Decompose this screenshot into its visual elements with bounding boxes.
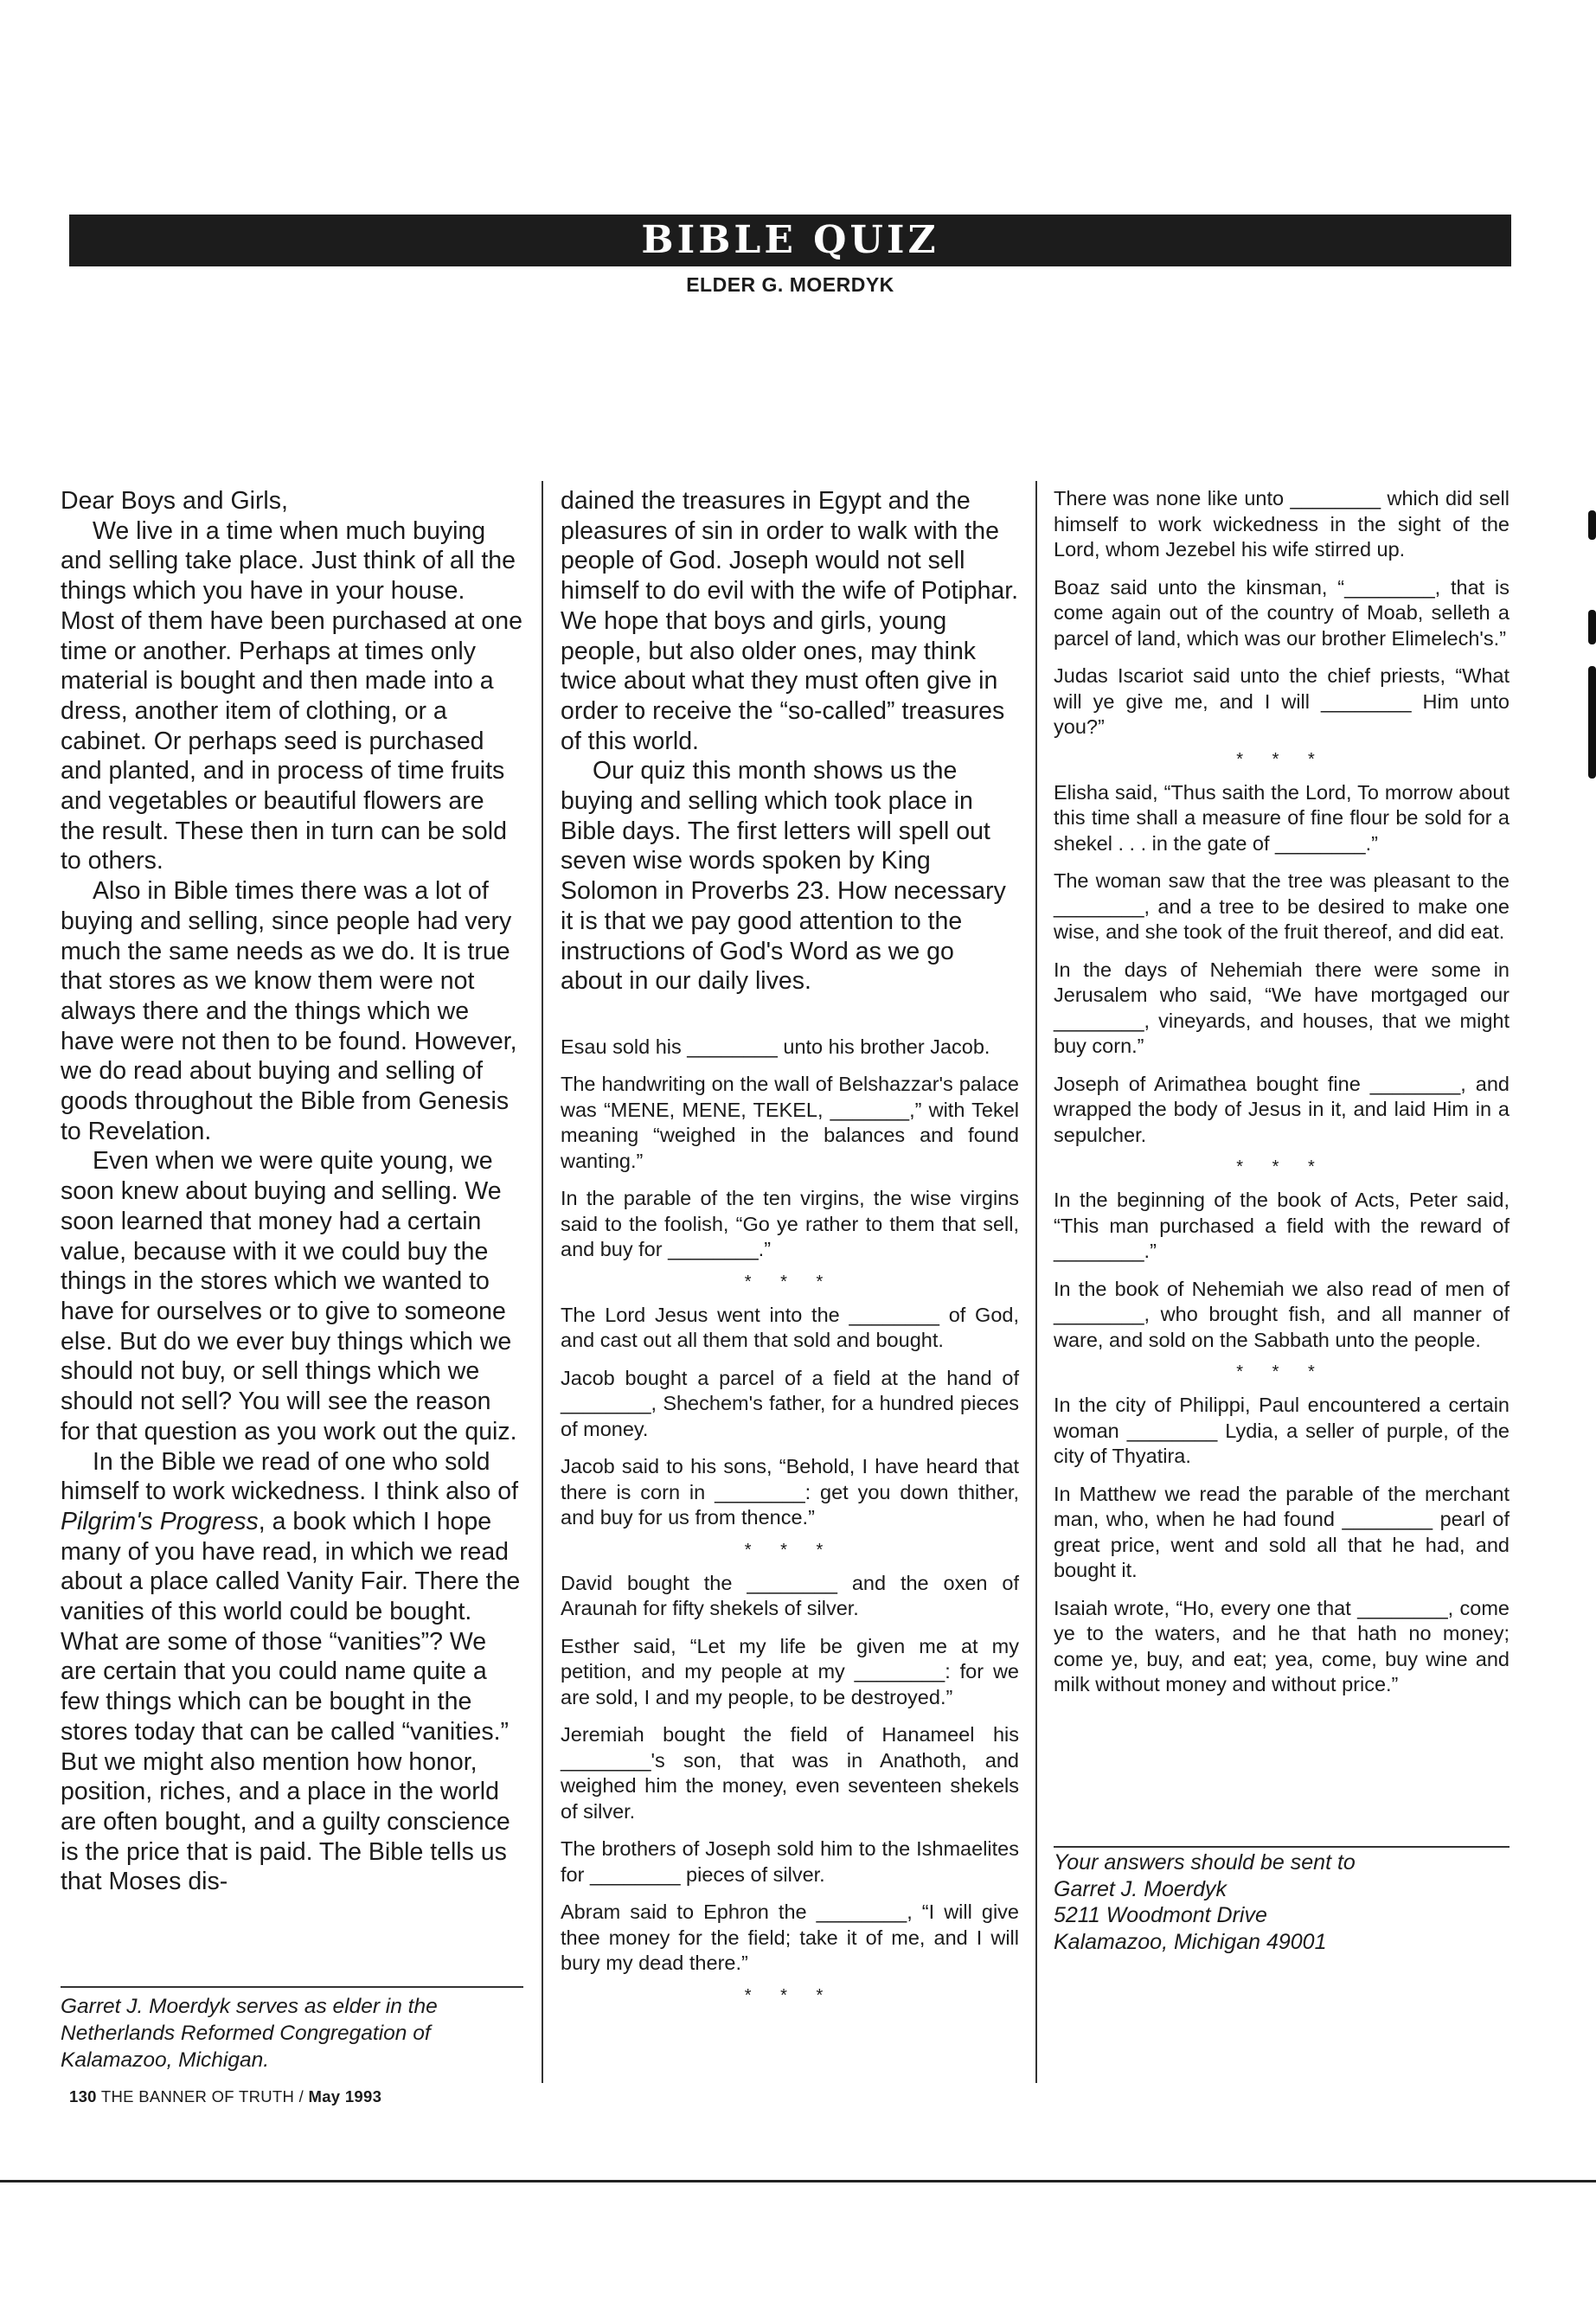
- book-title: Pilgrim's Progress: [61, 1507, 259, 1535]
- quiz-question: The handwriting on the wall of Belshazzar's palace was “MENE, MENE, TEKEL, _______,” with Tekel meaning “weighed in the balances and found wanting.”: [561, 1073, 1019, 1172]
- letter-paragraph: Our quiz this month shows us the buying and selling which took place in Bible days. The first letters will spell out seven wise words spoken by King Solomon in Proverbs 23. How necessary it is that we pay good attention to the instructions of God's Word as we go about in our daily lives.: [561, 757, 1006, 996]
- quiz-column-middle: [561, 486, 1019, 2016]
- issue-date: May 1993: [308, 2087, 382, 2106]
- quiz-question: Boaz said unto the kinsman, “________, that is come again out of the country of Moab, selleth a parcel of land, which was our brother Elimelech's.”: [1054, 575, 1509, 650]
- column-divider: [1035, 481, 1037, 2083]
- section-separator: * * *: [1236, 749, 1327, 769]
- quiz-question: David bought the ________ and the oxen of Araunah for fifty shekels of silver.: [561, 1571, 1019, 1620]
- page-folio: [69, 2087, 381, 2106]
- quiz-question: Jacob bought a parcel of a field at the hand of ________, Shechem's father, for a hundred pieces of money.: [561, 1366, 1019, 1440]
- quiz-question: Isaiah wrote, “Ho, every one that ________, come ye to the waters, and he that hath no money; come ye, buy, and eat; yea, come, buy wine and milk without money and without price.”: [1054, 1596, 1509, 1695]
- author-footnote: Garret J. Moerdyk serves as elder in the Netherlands Reformed Congregation of Kalamazoo, Michigan.: [61, 1995, 438, 2072]
- quiz-column-right: [1054, 486, 1509, 1710]
- letter-paragraph: We live in a time when much buying and selling take place. Just think of all the things which you have in your house. Most of them have been purchased at one time or another. Perhaps at times only material is bought and then made into a dress, another item of clothing, or a cabinet. Or perhaps seed is purchased and planted, and in process of time fruits and vegetables or beautiful flowers are the result. These then in turn can be sold to others.: [61, 516, 522, 875]
- letter-paragraph: Even when we were quite young, we soon knew about buying and selling. We soon learned that money had a certain value, because with it we could buy the things in the stores which we wanted to have for ourselves or to give to someone else. But do we ever buy things which we should not buy, or sell things which we should not sell? You will see the reason for that question as you work out the quiz.: [61, 1147, 517, 1445]
- quiz-question: There was none like unto ________ which did sell himself to work wickedness in the sight of the Lord, whom Jezebel his wife stirred up.: [1054, 487, 1509, 561]
- section-separator: * * *: [744, 1985, 836, 2005]
- author-byline: ELDER G. MOERDYK: [686, 273, 894, 296]
- quiz-question: In the city of Philippi, Paul encountered a certain woman ________ Lydia, a seller of purple, of the city of Thyatira.: [1054, 1394, 1509, 1467]
- quiz-question: Judas Iscariot said unto the chief priests, “What will ye give me, and I will ________ Him unto you?”: [1054, 664, 1509, 738]
- scan-mark: [1588, 510, 1596, 540]
- section-separator: * * *: [744, 1272, 836, 1292]
- quiz-question: The Lord Jesus went into the ________ of God, and cast out all them that sold and bought.: [561, 1303, 1019, 1352]
- salutation: Dear Boys and Girls,: [61, 487, 288, 515]
- answers-rule: [1054, 1846, 1509, 1848]
- scan-mark: [1588, 610, 1596, 644]
- scan-edge: [0, 2180, 1596, 2182]
- column-divider: [542, 481, 543, 2083]
- quiz-question: Joseph of Arimathea bought fine ________, and wrapped the body of Jesus in it, and laid Him in a sepulcher.: [1054, 1072, 1509, 1146]
- quiz-question: In the days of Nehemiah there were some in Jerusalem who said, “We have mortgaged our ________, vineyards, and houses, that we might buy corn.”: [1054, 958, 1509, 1057]
- letter-paragraph: Also in Bible times there was a lot of buying and selling, since people had very much the same needs as we do. It is true that stores as we know them were not always there and the things which we have were not then to be found. However, we do read about buying and selling of goods throughout the Bible from Genesis to Revelation.: [61, 877, 517, 1145]
- quiz-question-list: [1054, 486, 1509, 1698]
- page-number: 130: [69, 2087, 97, 2106]
- quiz-question-list: [561, 1035, 1019, 2006]
- section-separator: * * *: [1236, 1157, 1327, 1176]
- quiz-question: In the beginning of the book of Acts, Peter said, “This man purchased a field with the reward of ________.”: [1054, 1189, 1509, 1262]
- section-separator: * * *: [1236, 1362, 1327, 1381]
- quiz-question: The woman saw that the tree was pleasant to the ________, and a tree to be desired to make one wise, and she took of the fruit thereof, and did eat.: [1054, 869, 1509, 943]
- quiz-question: In the parable of the ten virgins, the wise virgins said to the foolish, “Go ye rather to them that sell, and buy for ________.”: [561, 1187, 1019, 1261]
- letter-paragraph: dained the treasures in Egypt and the pleasures of sin in order to walk with the people of God. Joseph would not sell himself to do evil with the wife of Potiphar. We hope that boys and girls, young people, but also older ones, may think twice about what they must often give in order to receive the “so-called” treasures of this world.: [561, 487, 1019, 755]
- letter-continuation: [561, 486, 1019, 997]
- quiz-question: Esau sold his ________ unto his brother Jacob.: [561, 1035, 990, 1058]
- section-separator: * * *: [744, 1540, 836, 1560]
- letter-paragraph: In the Bible we read of one who sold himself to work wickedness. I think also of Pilgrim's Progress, a book which I hope many of you have read, in which we read about a place called Vanity Fair. There the vanities of this world could be bought. What are some of those “vanities”? We are certain that you could name quite a few things which can be bought in the stores today that can be called “vanities.” But we might also mention how honor, position, riches, and a place in the world are often bought, and a guilty conscience is the price that is paid. The Bible tells us that Moses dis-: [61, 1447, 521, 1896]
- quiz-question: Abram said to Ephron the ________, “I will give thee money for the field; take it of me, and I will bury my dead there.”: [561, 1900, 1019, 1975]
- quiz-question: Jeremiah bought the field of Hanameel his ________'s son, that was in Anathoth, and weighed him the money, even seventeen shekels of silver.: [561, 1723, 1019, 1823]
- title-banner: [69, 215, 1511, 266]
- page-title: BIBLE QUIZ: [641, 218, 939, 262]
- magazine-name: THE BANNER OF TRUTH /: [100, 2087, 304, 2106]
- letter-column: [61, 486, 523, 1897]
- footnote-rule: [61, 1986, 523, 1988]
- quiz-question: Elisha said, “Thus saith the Lord, To morrow about this time shall a measure of fine flour be sold for a shekel . . . in the gate of ________.”: [1054, 780, 1509, 855]
- quiz-question: Esther said, “Let my life be given me at my petition, and my people at my ________: for we are sold, I and my people, to be destroyed.”: [561, 1634, 1019, 1708]
- scan-mark: [1588, 666, 1596, 779]
- quiz-question: The brothers of Joseph sold him to the Ishmaelites for ________ pieces of silver.: [561, 1837, 1019, 1886]
- answers-address: Your answers should be sent to Garret J. Moerdyk 5211 Woodmont Drive Kalamazoo, Michigan 49001: [1054, 1850, 1356, 1954]
- quiz-question: In Matthew we read the parable of the merchant man, who, when he had found ________ pearl of great price, went and sold all that he had, and bought it.: [1054, 1482, 1509, 1581]
- quiz-question: In the book of Nehemiah we also read of men of ________, who brought fish, and all manner of ware, and sold on the Sabbath unto the people.: [1054, 1277, 1509, 1351]
- quiz-question: Jacob said to his sons, “Behold, I have heard that there is corn in ________: get you down thither, and buy for us from thence.”: [561, 1455, 1019, 1529]
